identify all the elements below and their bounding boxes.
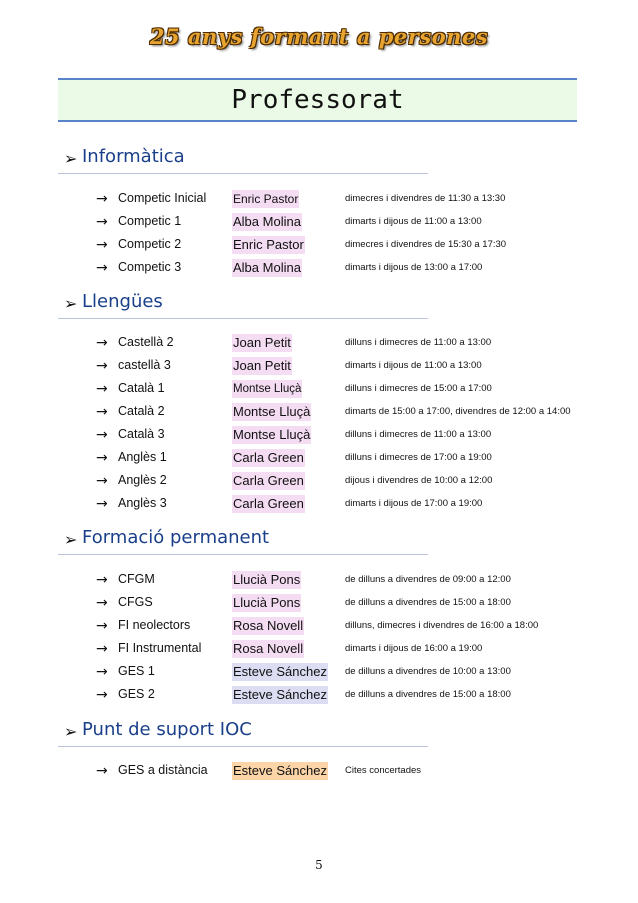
table-row [0, 449, 638, 469]
teacher-name: Enric Pastor [233, 192, 299, 206]
teacher-name: Joan Petit [233, 358, 291, 373]
course-name: GES a distància [118, 763, 208, 777]
teacher-name: Alba Molina [233, 260, 301, 275]
section-title: Formació permanent [82, 527, 270, 548]
section-punt-suport-ioc [58, 716, 428, 747]
course-name: GES 1 [118, 664, 155, 678]
schedule: dimarts i dijous de 11:00 a 13:00 [345, 360, 482, 371]
table-row [0, 190, 638, 210]
page-title-box [58, 78, 577, 122]
arrow-right-icon: → [96, 618, 108, 634]
teacher-name: Montse Lluçà [233, 404, 311, 419]
course-name: GES 2 [118, 687, 155, 701]
arrow-right-icon: → [96, 237, 108, 253]
section-title: Punt de suport IOC [82, 719, 252, 740]
table-row [0, 334, 638, 354]
schedule: dilluns, dimecres i divendres de 16:00 a 18:00 [345, 620, 539, 631]
teacher-name: Esteve Sánchez [233, 664, 327, 679]
table-row [0, 236, 638, 256]
table-row [0, 594, 638, 614]
course-name: Català 2 [118, 404, 165, 418]
teacher-name: Carla Green [233, 496, 304, 511]
teacher-name: Llucià Pons [233, 595, 301, 610]
course-name: Competic Inicial [118, 191, 207, 205]
course-name: Anglès 2 [118, 473, 167, 487]
course-name: CFGM [118, 572, 155, 586]
teacher-name: Alba Molina [233, 214, 301, 229]
course-name: Competic 1 [118, 214, 182, 228]
schedule: dilluns i dimecres de 17:00 a 19:00 [345, 452, 492, 463]
arrow-right-icon: → [96, 358, 108, 374]
arrow-right-icon: → [96, 450, 108, 466]
table-row [0, 663, 638, 683]
arrow-right-icon: → [96, 572, 108, 588]
schedule: de dilluns a divendres de 15:00 a 18:00 [345, 597, 511, 608]
arrow-right-icon: → [96, 427, 108, 443]
table-row [0, 426, 638, 446]
course-name: Català 1 [118, 381, 165, 395]
bullet-arrow-icon: ➢ [64, 294, 78, 313]
teacher-name: Esteve Sánchez [233, 687, 327, 702]
arrow-right-icon: → [96, 664, 108, 680]
arrow-right-icon: → [96, 496, 108, 512]
table-row [0, 571, 638, 591]
schedule: dimarts i dijous de 16:00 a 19:00 [345, 643, 483, 654]
course-name: Català 3 [118, 427, 165, 441]
table-row [0, 213, 638, 233]
arrow-right-icon: → [96, 214, 108, 230]
section-title: Llengües [82, 291, 163, 312]
course-name: Castellà 2 [118, 335, 174, 349]
table-row [0, 495, 638, 515]
section-formacio-permanent [58, 524, 428, 555]
bullet-arrow-icon: ➢ [64, 722, 78, 741]
course-name: Competic 3 [118, 260, 182, 274]
schedule: Cites concertades [345, 765, 422, 776]
course-name: Competic 2 [118, 237, 182, 251]
schedule: dijous i divendres de 10:00 a 12:00 [345, 475, 493, 486]
schedule: dilluns i dimecres de 15:00 a 17:00 [345, 383, 492, 394]
teacher-name: Montse Lluçà [233, 427, 311, 442]
table-row [0, 617, 638, 637]
table-row [0, 472, 638, 492]
table-row [0, 259, 638, 279]
teacher-name: Carla Green [233, 473, 304, 488]
teacher-name: Joan Petit [233, 335, 291, 350]
arrow-right-icon: → [96, 641, 108, 657]
schedule: de dilluns a divendres de 15:00 a 18:00 [345, 689, 511, 700]
table-row [0, 403, 638, 423]
schedule: dimarts i dijous de 13:00 a 17:00 [345, 262, 483, 273]
schedule: dilluns i dimecres de 11:00 a 13:00 [345, 337, 492, 348]
schedule: de dilluns a divendres de 09:00 a 12:00 [345, 574, 511, 585]
teacher-name: Enric Pastor [233, 237, 304, 252]
section-title: Informàtica [82, 146, 185, 167]
arrow-right-icon: → [96, 473, 108, 489]
schedule: dimarts i dijous de 17:00 a 19:00 [345, 498, 483, 509]
page-number: 5 [315, 858, 323, 872]
arrow-right-icon: → [96, 381, 108, 397]
course-name: FI Instrumental [118, 641, 202, 655]
arrow-right-icon: → [96, 404, 108, 420]
teacher-name: Montse Lluçà [232, 380, 302, 398]
section-informatica [58, 143, 428, 174]
table-row [0, 686, 638, 706]
section-llengues [58, 288, 428, 319]
arrow-right-icon: → [96, 335, 108, 351]
schedule: dimarts i dijous de 11:00 a 13:00 [345, 216, 482, 227]
course-name: Anglès 3 [118, 496, 167, 510]
teacher-name: Rosa Novell [233, 641, 304, 656]
table-row [0, 762, 638, 782]
bullet-arrow-icon: ➢ [64, 530, 78, 549]
arrow-right-icon: → [96, 687, 108, 703]
course-name: CFGS [118, 595, 153, 609]
teacher-name: Esteve Sánchez [233, 763, 327, 778]
course-name: Anglès 1 [118, 450, 167, 464]
schedule: dimecres i divendres de 11:30 a 13:30 [345, 193, 506, 204]
table-row [0, 640, 638, 660]
course-name: castellà 3 [118, 358, 171, 372]
schedule: dimarts de 15:00 a 17:00, divendres de 12:00 a 14:00 [345, 406, 571, 417]
page-title: Professorat [231, 85, 404, 115]
schedule: de dilluns a divendres de 10:00 a 13:00 [345, 666, 511, 677]
schedule: dimecres i divendres de 15:30 a 17:30 [345, 239, 507, 250]
teacher-name: Rosa Novell [233, 618, 304, 633]
table-row [0, 357, 638, 377]
bullet-arrow-icon: ➢ [64, 149, 78, 168]
teacher-name: Carla Green [233, 450, 304, 465]
banner-title: 25 anys formant a persones [149, 24, 489, 49]
arrow-right-icon: → [96, 763, 108, 779]
arrow-right-icon: → [96, 260, 108, 276]
table-row [0, 380, 638, 400]
arrow-right-icon: → [96, 191, 108, 207]
schedule: dilluns i dimecres de 11:00 a 13:00 [345, 429, 492, 440]
teacher-name: Llucià Pons [233, 572, 301, 587]
course-name: FI neolectors [118, 618, 191, 632]
arrow-right-icon: → [96, 595, 108, 611]
